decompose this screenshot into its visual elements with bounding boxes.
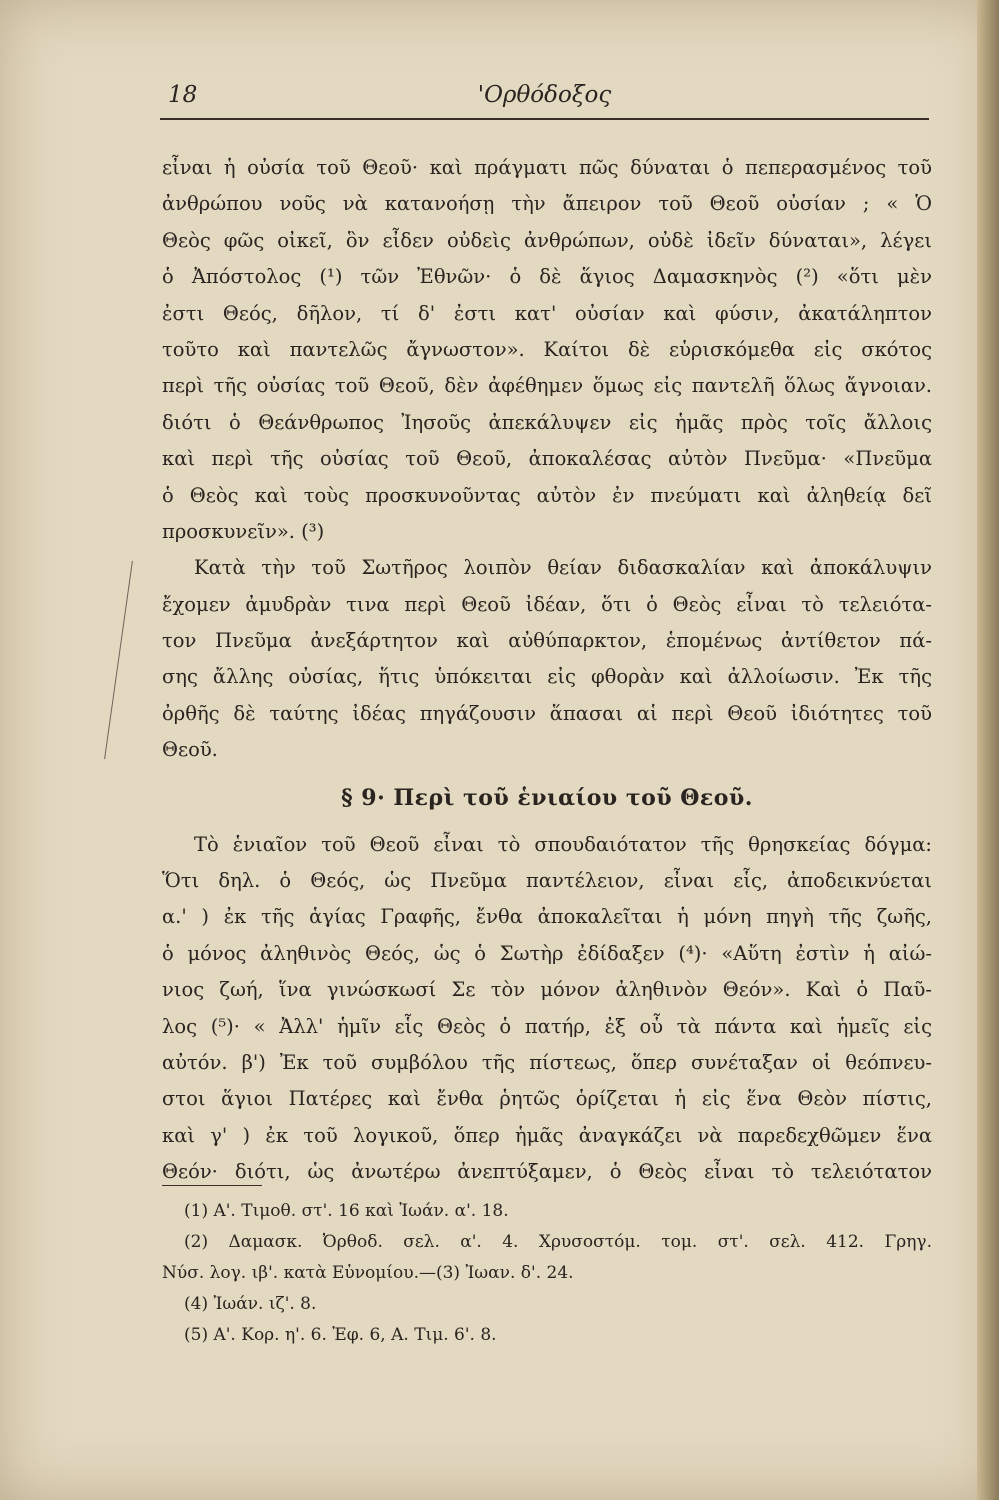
text-line: στοι ἅγιοι Πατέρες καὶ ἔνθα ῥητῶς ὁρίζεται ἡ εἰς ἕνα Θεὸν πίστις,	[162, 1087, 932, 1111]
text-line: λος (⁵)· « Ἀλλ' ἡμῖν εἷς Θεὸς ὁ πατήρ, ἐξ οὗ τὰ πάντα καὶ ἡμεῖς εἰς	[162, 1014, 932, 1038]
text-line: α.' ) ἐκ τῆς ἁγίας Γραφῆς, ἔνθα ἀποκαλεῖται ἡ μόνη πηγὴ τῆς ζωῆς,	[162, 905, 932, 929]
footnote: (5) Α'. Κορ. η'. 6. Ἐφ. 6, Α. Τιμ. 6'. 8.	[184, 1325, 497, 1345]
footnote-rule	[162, 1185, 262, 1186]
text-line: εἶναι ἡ οὐσία τοῦ Θεοῦ· καὶ πράγματι πῶς δύναται ὁ πεπερασμένος τοῦ	[162, 156, 932, 179]
section-heading: § 9· Περὶ τοῦ ἑνιαίου τοῦ Θεοῦ.	[341, 784, 753, 811]
text-line: Κατὰ τὴν τοῦ Σωτῆρος λοιπὸν θείαν διδασκαλίαν καὶ ἀποκάλυψιν	[194, 556, 932, 580]
text-line: ἔχομεν ἀμυδρὰν τινα περὶ Θεοῦ ἰδέαν, ὅτι ὁ Θεὸς εἶναι τὸ τελειότα-	[162, 592, 932, 616]
text-line: ὁ Ἀπόστολος (¹) τῶν Ἐθνῶν· ὁ δὲ ἅγιος Δαμασκηνὸς (²) «ὅτι μὲν	[162, 265, 932, 289]
page-number: 18	[168, 82, 198, 108]
text-line: καὶ γ' ) ἐκ τοῦ λογικοῦ, ὅπερ ἡμᾶς ἀναγκάζει νὰ παρεδεχθῶμεν ἕνα	[162, 1123, 932, 1147]
text-line: ὀρθῆς δὲ ταύτης ἰδέας πηγάζουσιν ἅπασαι αἱ περὶ Θεοῦ ἰδιότητες τοῦ	[162, 701, 932, 725]
text-line: ἐστι Θεός, δῆλον, τί δ' ἐστι κατ' οὐσίαν καὶ φύσιν, ἀκατάληπτον	[162, 301, 932, 325]
paragraph-3	[162, 827, 932, 1191]
text-line: ὁ μόνος ἀληθινὸς Θεός, ὡς ὁ Σωτὴρ ἐδίδαξεν (⁴)· «Αὕτη ἐστὶν ἡ αἰώ-	[162, 941, 932, 965]
page-spine-edge	[977, 0, 999, 1500]
text-line: περὶ τῆς οὐσίας τοῦ Θεοῦ, δὲν ἀφέθημεν ὅμως εἰς παντελῆ ὅλως ἄγνοιαν.	[162, 374, 932, 398]
text-line: τοῦτο καὶ παντελῶς ἄγνωστον». Καίτοι δὲ εὑρισκόμεθα εἰς σκότος	[162, 337, 932, 361]
footnote-continuation: Νύσ. λογ. ιβ'. κατὰ Εὐνομίου.—(3) Ἰωαν. δ'. 24.	[162, 1263, 574, 1283]
text-line: Θεὸς φῶς οἰκεῖ, ὃν εἶδεν οὐδεὶς ἀνθρώπων, οὐδὲ ἰδεῖν δύναται», λέγει	[162, 228, 932, 252]
text-line: Τὸ ἑνιαῖον τοῦ Θεοῦ εἶναι τὸ σπουδαιότατον τῆς θρησκείας δόγμα:	[194, 832, 932, 856]
footnote: (4) Ἰωάν. ιζ'. 8.	[184, 1294, 317, 1314]
text-line: ὁ Θεὸς καὶ τοὺς προσκυνοῦντας αὐτὸν ἐν πνεύματι καὶ ἀληθείᾳ δεῖ	[162, 483, 932, 507]
main-text	[162, 150, 932, 1191]
margin-pencil-mark	[104, 561, 133, 759]
text-line: Ὅτι δηλ. ὁ Θεός, ὡς Πνεῦμα παντέλειον, εἶναι εἷς, ἀποδεικνύεται	[162, 869, 932, 893]
text-line: νιος ζωή, ἵνα γινώσκωσί Σε τὸν μόνον ἀληθινὸν Θεόν». Καὶ ὁ Παῦ-	[162, 978, 932, 1002]
footnotes	[162, 1185, 932, 1351]
text-line: τον Πνεῦμα ἀνεξάρτητον καὶ αὐθύπαρκτον, ἑπομένως ἀντίθετον πά-	[162, 629, 932, 653]
text-line: διότι ὁ Θεάνθρωπος Ἰησοῦς ἀπεκάλυψεν εἰς ἡμᾶς πρὸς τοῖς ἄλλοις	[162, 410, 932, 434]
header-rule	[160, 118, 929, 120]
footnote: (2) Δαμασκ. Ὀρθοδ. σελ. α'. 4. Χρυσοστόμ. τομ. στ'. σελ. 412. Γρηγ.	[184, 1232, 932, 1252]
page-header	[160, 68, 929, 118]
paragraph-2	[162, 550, 932, 768]
paragraph-1	[162, 150, 932, 550]
text-line: ἀνθρώπου νοῦς νὰ κατανοήσῃ τὴν ἄπειρον τοῦ Θεοῦ οὐσίαν ; « Ὁ	[162, 192, 932, 216]
text-line: αὐτόν. β') Ἐκ τοῦ συμβόλου τῆς πίστεως, ὅπερ συνέταξαν οἱ θεόπνευ-	[162, 1050, 932, 1074]
footnote: (1) Α'. Τιμοθ. στ'. 16 καὶ Ἰωάν. α'. 18.	[184, 1201, 509, 1221]
text-line: Θεόν· διότι, ὡς ἀνωτέρω ἀνεπτύξαμεν, ὁ Θεὸς εἶναι τὸ τελειότατον	[162, 1160, 932, 1184]
text-line: καὶ περὶ τῆς οὐσίας τοῦ Θεοῦ, ἀποκαλέσας αὐτὸν Πνεῦμα· «Πνεῦμα	[162, 447, 932, 471]
text-line: προσκυνεῖν». (³)	[162, 519, 325, 543]
running-title: 'Ορθόδοξος	[477, 82, 612, 108]
text-line: Θεοῦ.	[162, 738, 218, 762]
text-line: σης ἄλλης οὐσίας, ἥτις ὑπόκειται εἰς φθορὰν καὶ ἀλλοίωσιν. Ἐκ τῆς	[162, 665, 932, 689]
